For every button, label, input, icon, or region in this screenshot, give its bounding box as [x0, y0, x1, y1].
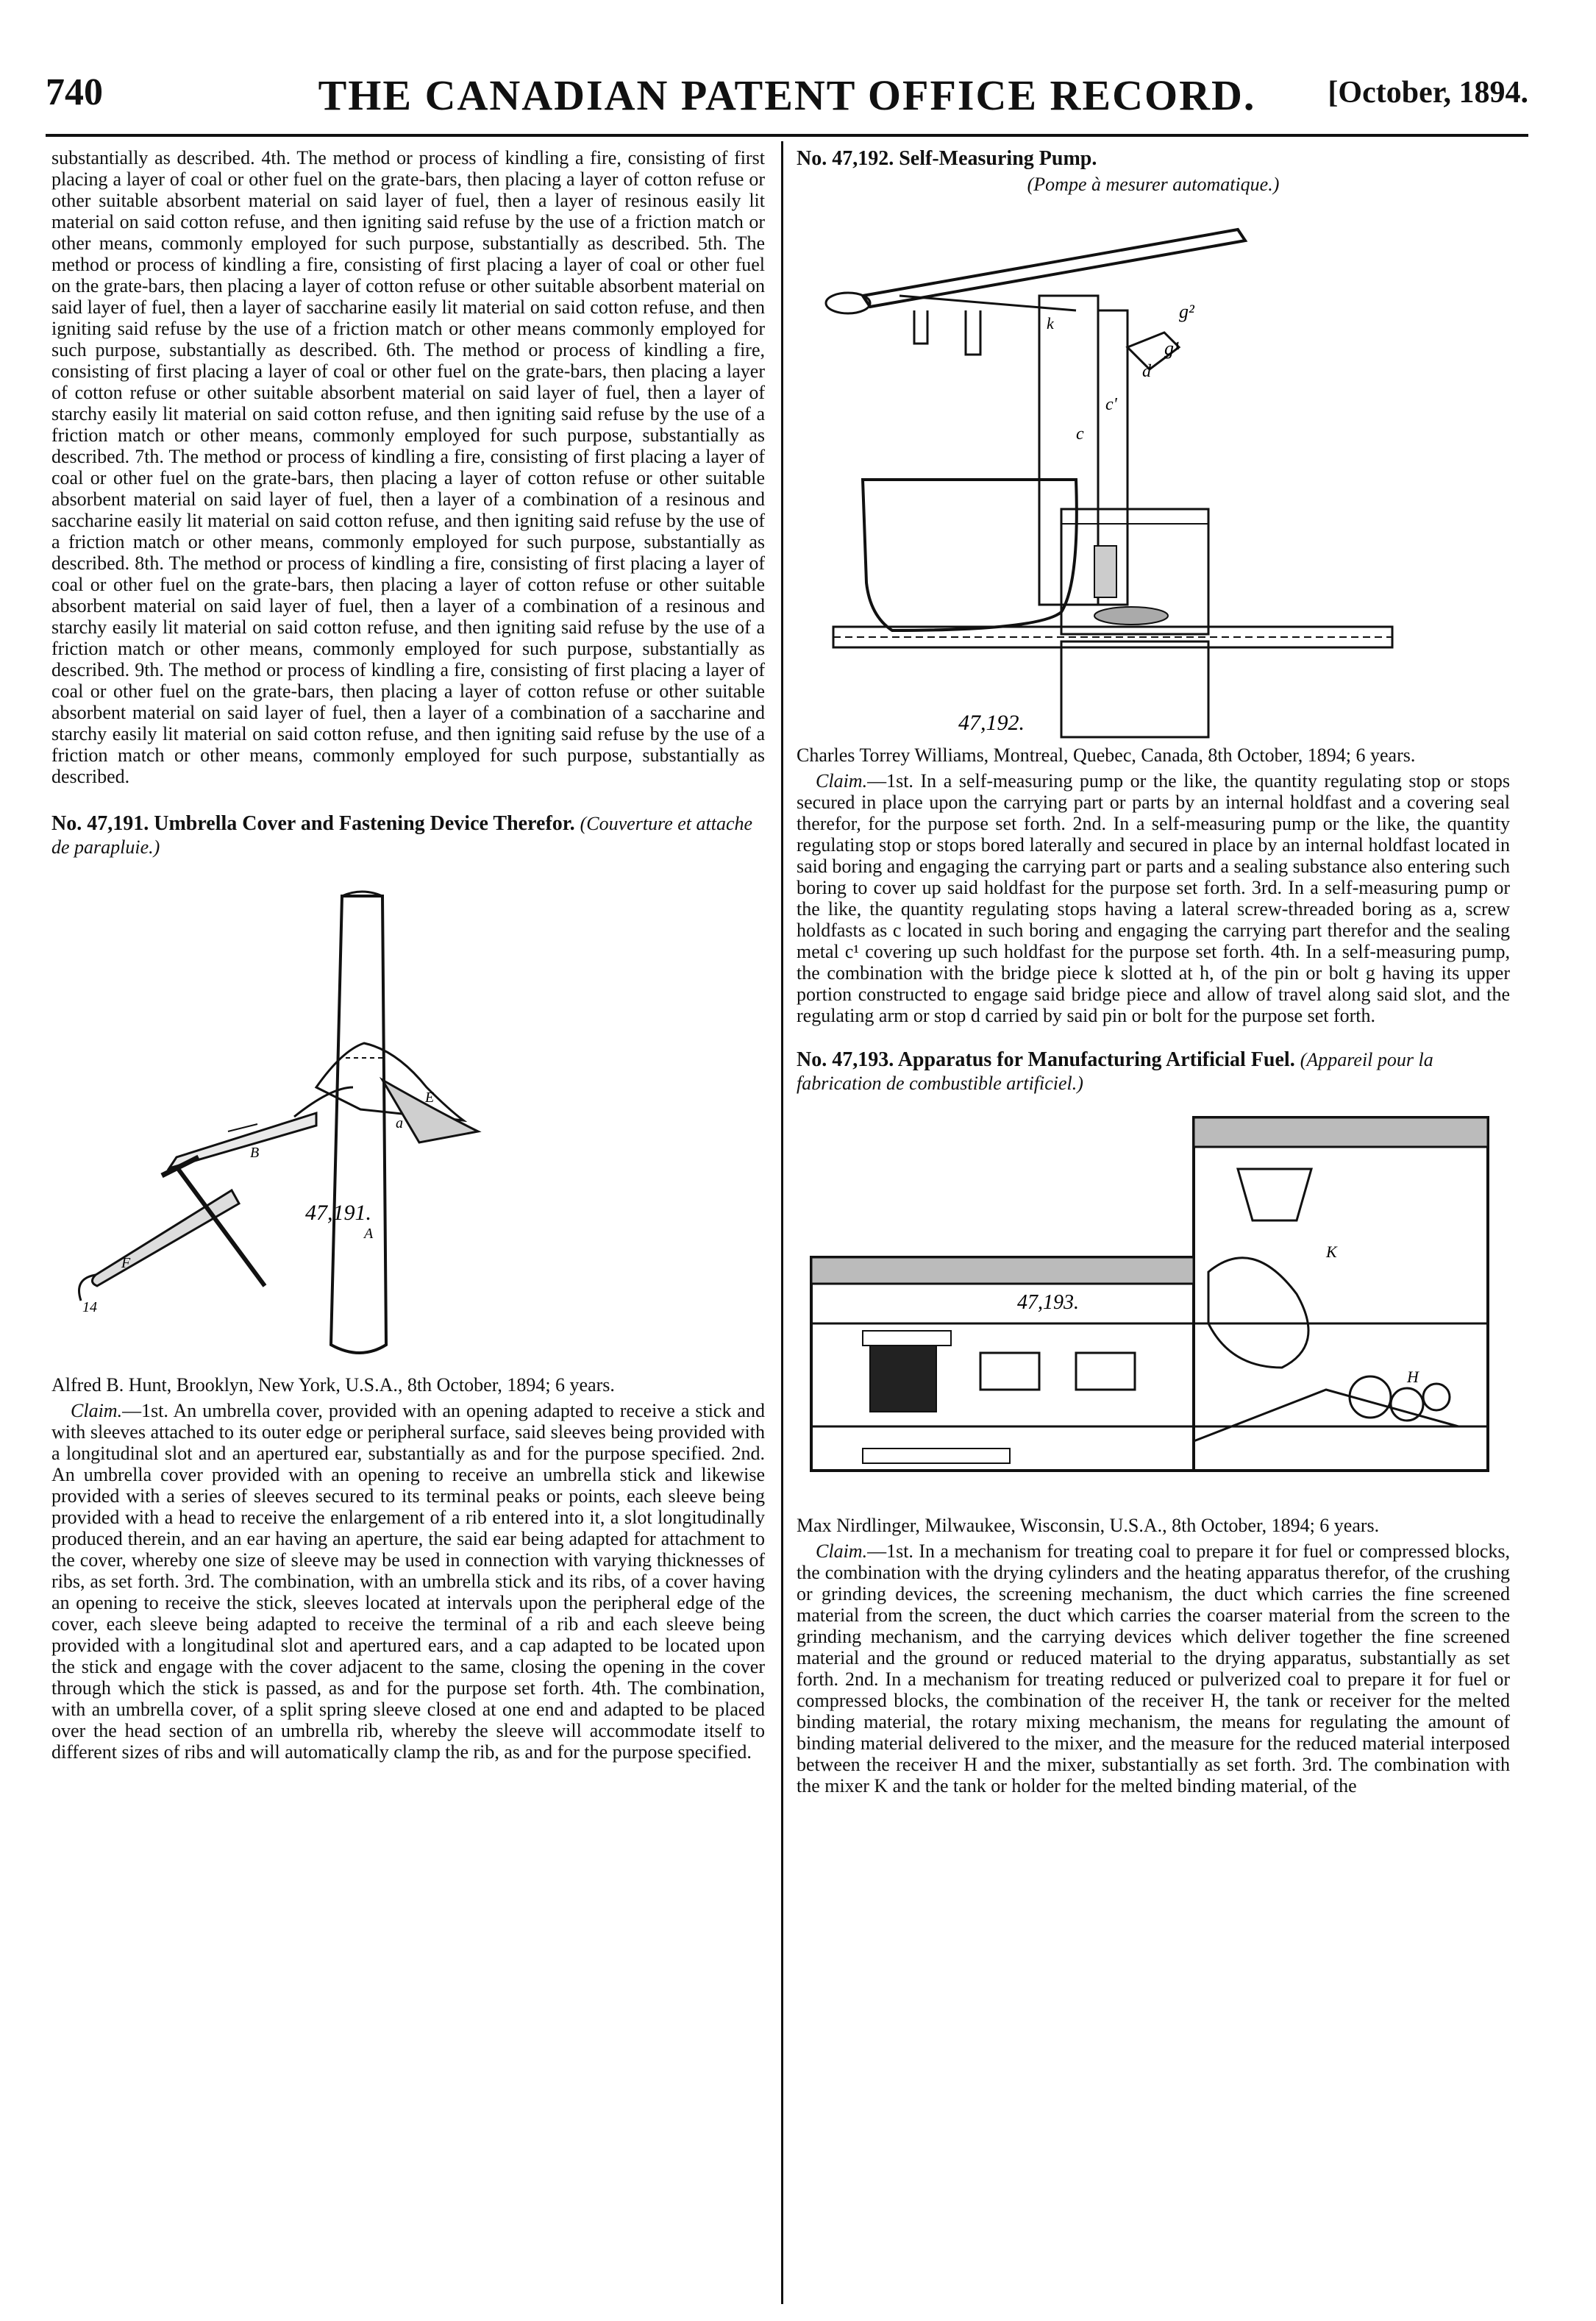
svg-text:c': c' — [1105, 395, 1117, 414]
issue-date: [October, 1894. — [1328, 76, 1528, 110]
patent-french-title: (Pompe à mesurer automatique.) — [1027, 174, 1280, 195]
patent-heading-47193 — [797, 1048, 1510, 1095]
umbrella-drawing — [51, 867, 765, 1374]
pump-figure — [797, 200, 1510, 744]
figure-label-47191: 47,191. — [305, 1201, 371, 1225]
header-rule — [46, 134, 1528, 137]
svg-text:B: B — [250, 1145, 260, 1161]
pump-drawing — [797, 200, 1510, 744]
svg-text:H: H — [1407, 1368, 1419, 1386]
patent-number: No. 47,191. — [51, 812, 149, 835]
page-header — [46, 71, 1528, 137]
figure-label-47192: 47,192. — [958, 711, 1025, 735]
journal-title: THE CANADIAN PATENT OFFICE RECORD. — [318, 71, 1256, 119]
svg-text:g¹: g¹ — [1164, 338, 1180, 359]
claim-47192: Claim.—1st. In a self-measuring pump or the like, the quantity regulating stop or stops secured in place upon the carrying part or parts by an internal holdfast and a covering seal therefor, for the purpose set forth. 2nd. In a self-measuring pump or the like, the quantity regulating stop or stops bored laterally and secured in place by an internal holdfast located in said boring and engaging the carrying part or parts and a sealing substance also entering such boring to cover up said holdfast for the purpose set forth. 3rd. In a self-measuring pump or the like, the quantity regulating stops having a lateral screw-threaded boring as a, screw holdfasts as c located in such boring and engaging the carrying part therefor and the sealing metal c¹ covering up such holdfast for the purpose set forth. 4th. In a self-measuring pump, the combination with the bridge piece k slotted at h, of the pin or bolt g having its upper portion constructed to engage said bridge piece and allow of travel along said slot, and the regulating arm or stop d carried by said pin or bolt for the purpose set forth. — [797, 770, 1510, 1026]
page-number: 740 — [46, 71, 103, 113]
svg-text:E: E — [425, 1090, 435, 1106]
svg-text:g²: g² — [1179, 301, 1194, 322]
patent-french-title: (Appareil pour la fabrication de combustible artificiel.) — [797, 1049, 1433, 1094]
patent-heading-47192 — [797, 147, 1510, 171]
patent-number: No. 47,193. — [797, 1048, 894, 1071]
fuel-apparatus-drawing — [797, 1103, 1510, 1515]
svg-text:a: a — [396, 1115, 403, 1131]
claim-47191: Claim.—1st. An umbrella cover, provided with an opening adapted to receive a stick and with sleeves attached to its outer edge or peripheral surface, said sleeves being provided with a longitudinal slot and an apertured ear, substantially as and for the purpose specified. 2nd. An umbrella cover provided with an opening to receive an umbrella stick and likewise provided with a series of sleeves secured to its terminal peaks or points, each sleeve being provided with a head to receive the enlargement of a rib entered into it, a slot longitudinally produced therein, and an ear having an aperture, the said ear being adapted for attachment to the cover, whereby one size of sleeve may be used in connection with varying thicknesses of ribs, as set forth. 3rd. The combination, with an umbrella stick and its ribs, of a cover having an opening to receive the stick, sleeves located at intervals upon the peripheral edge of the cover, each sleeve being adapted to receive the terminal of a rib and each sleeve being provided with a longitudinal slot and apertured ears, and a cap adapted to be located upon the stick and engage with the cover adjacent to the same, closing the opening in the cover through which the stick is passed, as and for the purpose set forth. 4th. The combination, with an umbrella cover, of a split spring sleeve closed at one end and adapted to be placed over the head section of an umbrella rib, whereby the sleeve will accommodate itself to different sizes of ribs and will automatically clamp the rib, as and for the purpose specified. — [51, 1400, 765, 1763]
patent-title: Umbrella Cover and Fastening Device Therefor. — [154, 812, 575, 835]
patent-title: Self-Measuring Pump. — [899, 147, 1097, 170]
patent-number: No. 47,192. — [797, 147, 894, 170]
svg-text:c: c — [1076, 424, 1084, 444]
svg-text:k: k — [1047, 314, 1054, 333]
fuel-apparatus-figure — [797, 1103, 1510, 1515]
svg-text:A: A — [364, 1226, 374, 1242]
right-column — [797, 147, 1510, 1796]
umbrella-cover-figure — [51, 867, 765, 1374]
left-column — [51, 147, 765, 1763]
column-divider — [781, 141, 783, 2304]
continued-claims-text: substantially as described. 4th. The method or process of kindling a fire, consisting of first placing a layer of coal or other fuel on the grate-bars, then placing a layer of cotton refuse or other suitable absorbent material on said layer of fuel, then a layer of resinous easily lit material on said cotton refuse, and then igniting said refuse by the use of a friction match or other means, commonly employed for such purpose, substantially as described. 5th. The method or process of kindling a fire, consisting of first placing a layer of coal or other fuel on the grate-bars, then placing a layer of cotton refuse or other suitable absorbent material on said layer of fuel, then a layer of saccharine easily lit material on said cotton refuse, and then igniting said refuse by the use of a friction match or other means commonly employed for such purpose, substantially as described. 6th. The method or process of kindling a fire, consisting of first placing a layer of coal or other fuel on the grate-bars, then placing a layer of cotton refuse or other suitable absorbent material on said layer of fuel, then a layer of starchy easily lit material on said cotton refuse, and then igniting said refuse by the use of a friction match or other means, commonly employed for such purpose, substantially as described. 7th. The method or process of kindling a fire, consisting of first placing a layer of coal or other fuel on the grate-bars, then placing a layer of cotton refuse or other suitable absorbent material on said layer of fuel, then a layer of a combination of a resinous and saccharine easily lit material on said cotton refuse, and then igniting said refuse by the use of a friction match or other means, commonly employed for such purpose, substantially as described. 8th. The method or process of kindling a fire, consisting of first placing a layer of coal or other fuel on the grate-bars, then placing a layer of cotton refuse or other suitable absorbent material on said layer of fuel, then a layer of a combination of a resinous and starchy easily lit material on said cotton refuse, and then igniting said refuse by the use of a friction match or other means, commonly employed for such purpose, substantially as described. 9th. The method or process of kindling a fire, consisting of first placing a layer of coal or other fuel on the grate-bars, then placing a layer of cotton refuse or other suitable absorbent material on said layer of fuel, then a layer of a combination of a saccharine and starchy easily lit material on said cotton refuse, and then igniting said refuse by the use of a friction match or other means, commonly employed for such purpose, substantially as described. — [51, 147, 765, 787]
inventor-47193: Max Nirdlinger, Milwaukee, Wisconsin, U.S.A., 8th October, 1894; 6 years. — [797, 1515, 1380, 1536]
svg-text:K: K — [1326, 1243, 1337, 1261]
patent-title: Apparatus for Manufacturing Artificial Fuel. — [897, 1048, 1295, 1071]
svg-text:14: 14 — [82, 1299, 97, 1315]
figure-label-47193: 47,193. — [1017, 1291, 1079, 1314]
patent-heading-47191 — [51, 812, 765, 859]
inventor-47192: Charles Torrey Williams, Montreal, Quebec, Canada, 8th October, 1894; 6 years. — [797, 744, 1416, 766]
patent-french-title: (Couverture et attache de parapluie.) — [51, 813, 753, 858]
svg-text:F: F — [121, 1255, 131, 1271]
inventor-47191: Alfred B. Hunt, Brooklyn, New York, U.S.A., 8th October, 1894; 6 years. — [51, 1374, 615, 1396]
svg-text:d: d — [1142, 362, 1151, 381]
claim-47193: Claim.—1st. In a mechanism for treating coal to prepare it for fuel or compressed blocks, the combination with the drying cylinders and the heating apparatus therefor, of the crushing or grinding devices, the screening mechanism, the duct which carries the fine screened material from the screen, the duct which carries the coarser material from the screen to the grinding mechanism, and the carrying devices which deliver together the fine screened material and the ground or reduced material to the drying apparatus, substantially as set forth. 2nd. In a mechanism for treating reduced or pulverized coal to prepare it for fuel or compressed blocks, the combination of the receiver H, the tank or receiver for the melted binding material, the rotary mixing mechanism, the means for regulating the amount of binding material delivered to the mixer, and the measure for the reduced material interposed between the receiver H and the mixer, substantially as set forth. 3rd. The combination with the mixer K and the tank or holder for the melted binding material, of the — [797, 1540, 1510, 1796]
